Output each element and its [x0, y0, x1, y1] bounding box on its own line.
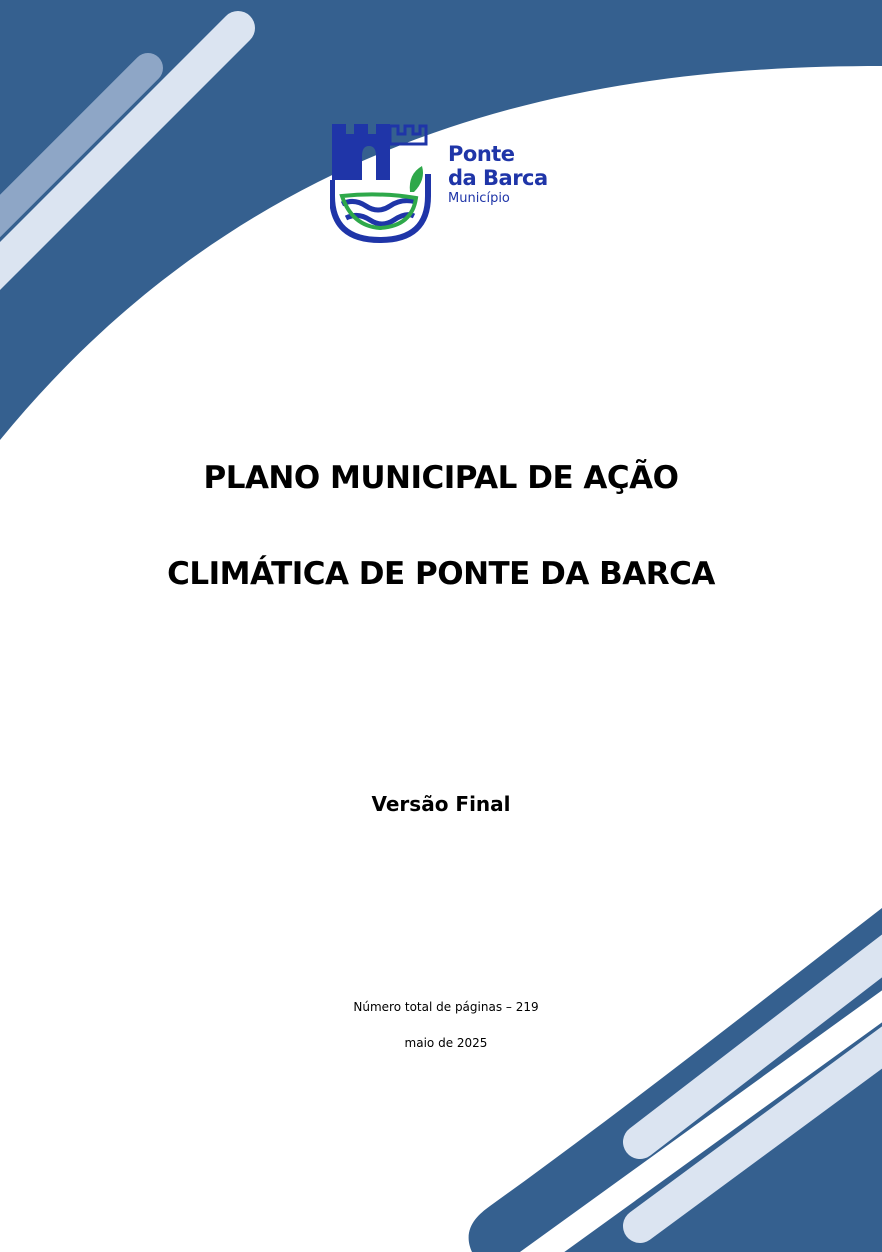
logo-line-2: da Barca — [448, 166, 548, 190]
logo-wordmark — [448, 144, 548, 205]
municipality-logo — [330, 122, 560, 248]
logo-line-3: Município — [448, 191, 510, 206]
castle-bridge-river-emblem-icon — [330, 122, 440, 248]
version-label: Versão Final — [371, 792, 511, 816]
document-title-line-1: PLANO MUNICIPAL DE AÇÃO — [203, 460, 679, 496]
document-title-line-2: CLIMÁTICA DE PONTE DA BARCA — [167, 556, 715, 592]
page-count-text: Número total de páginas – 219 — [353, 1000, 539, 1014]
logo-line-1: Ponte — [448, 142, 515, 166]
document-date: maio de 2025 — [404, 1036, 488, 1050]
